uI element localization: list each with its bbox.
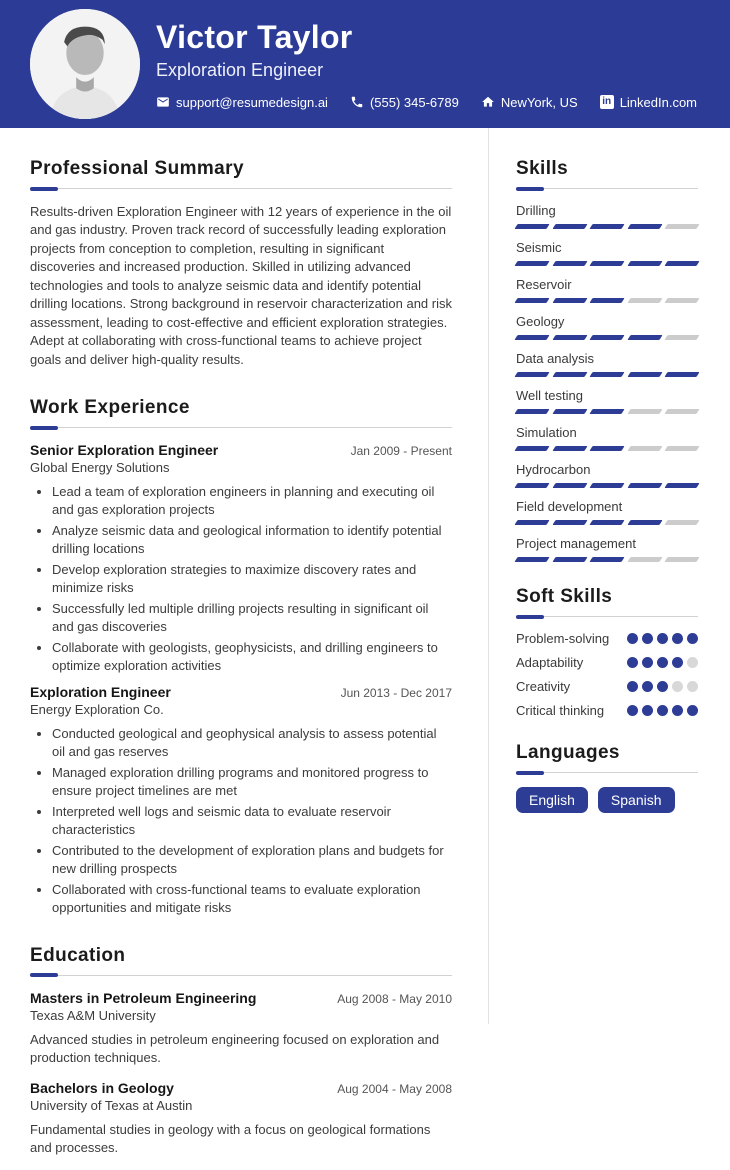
skill-bar-segment [627, 446, 662, 451]
edu-dates: Aug 2008 - May 2010 [337, 991, 452, 1006]
skills-section [516, 158, 698, 562]
soft-skill-label: Creativity [516, 679, 571, 694]
phone-icon [350, 95, 364, 109]
skill-bar-segment [627, 224, 662, 229]
soft-skill-row [516, 679, 698, 694]
job-company: Global Energy Solutions [30, 460, 170, 476]
edu-entry [30, 1080, 452, 1158]
job-bullet: • Develop exploration strategies to maximize discovery rates and minimize risks [52, 561, 452, 597]
soft-skills-section [516, 586, 698, 718]
language-pill[interactable]: English [516, 787, 588, 813]
dot [687, 681, 698, 692]
linkedin-icon: in [600, 95, 614, 109]
skill-bar-segment [665, 335, 700, 340]
dot [642, 705, 653, 716]
job-bullet: • Managed exploration drilling programs and monitored progress to ensure project timelines are met [52, 764, 452, 800]
job-role: Exploration Engineer [30, 684, 171, 701]
languages-heading: Languages [516, 742, 620, 763]
contact-text: support@resumedesign.ai [176, 94, 328, 110]
job-bullet: • Successfully led multiple drilling projects resulting in significant oil and gas discoveries [52, 600, 452, 636]
skill-label: Data analysis [516, 351, 595, 366]
edu-entry [30, 990, 452, 1068]
sidebar-column [516, 128, 698, 813]
skill-bar-segment [552, 520, 587, 525]
dot [672, 633, 683, 644]
skill-bar-segment [665, 409, 700, 414]
contact-linkedin[interactable] [600, 95, 697, 110]
skill-bar-segment [627, 372, 662, 377]
column-divider [488, 128, 489, 1024]
skill-label: Project management [516, 536, 636, 551]
skill-bar-segment [514, 298, 549, 303]
dot [657, 633, 668, 644]
soft-skills-list [516, 631, 698, 718]
skill-label: Drilling [516, 203, 556, 218]
avatar-photo [30, 9, 140, 119]
skill-bar [516, 335, 698, 340]
job-bullet: • Collaborated with cross-functional teams to evaluate exploration opportunities and mitigate risks [52, 881, 452, 917]
dot [672, 657, 683, 668]
dot [627, 705, 638, 716]
header-text [156, 19, 697, 110]
edu-header [30, 1080, 452, 1096]
dot [642, 657, 653, 668]
skill-bar [516, 446, 698, 451]
jobs-list [30, 442, 452, 917]
skill-bar-segment [590, 483, 625, 488]
header [0, 0, 730, 128]
contact-home[interactable] [481, 95, 578, 110]
dot [657, 657, 668, 668]
soft-skill-dots [627, 705, 698, 716]
languages-section [516, 742, 698, 813]
skill-bar-segment [514, 557, 549, 562]
job-bullet: • Lead a team of exploration engineers in planning and executing oil and gas exploration projects [52, 483, 452, 519]
skill-bar-segment [590, 224, 625, 229]
experience-section [30, 397, 452, 917]
skill-label: Seismic [516, 240, 562, 255]
skill-bar-segment [627, 409, 662, 414]
skill-bar-segment [514, 261, 549, 266]
contact-text: NewYork, US [500, 94, 578, 110]
heading-rule [516, 616, 698, 617]
soft-skill-row [516, 703, 698, 718]
skill-bar [516, 372, 698, 377]
skill-bar-segment [665, 298, 700, 303]
dot [672, 681, 683, 692]
job-company: Energy Exploration Co. [30, 702, 164, 718]
soft-skills-heading: Soft Skills [516, 586, 613, 607]
main-column [30, 128, 452, 1170]
skill-bar-segment [552, 557, 587, 562]
skill-row [516, 240, 698, 266]
dot [672, 705, 683, 716]
person-name: Victor Taylor [156, 18, 353, 55]
skill-bar-segment [665, 261, 700, 266]
skills-heading: Skills [516, 158, 569, 179]
skill-bar-segment [665, 446, 700, 451]
skill-bar [516, 483, 698, 488]
education-heading: Education [30, 944, 126, 966]
skill-bar-segment [590, 298, 625, 303]
skill-label: Well testing [516, 388, 583, 403]
heading-rule [30, 975, 452, 976]
skill-bar-segment [665, 557, 700, 562]
edu-degree: Masters in Petroleum Engineering [30, 989, 257, 1006]
skill-bar-segment [514, 483, 549, 488]
skill-bar-segment [590, 409, 625, 414]
skill-bar-segment [514, 335, 549, 340]
skill-bar [516, 298, 698, 303]
language-pill[interactable]: Spanish [598, 787, 675, 813]
dot [627, 633, 638, 644]
skill-bar-segment [552, 372, 587, 377]
skill-bar-segment [552, 446, 587, 451]
skill-bar-segment [552, 298, 587, 303]
email-icon [156, 95, 170, 109]
dot [687, 657, 698, 668]
job-bullet: • Analyze seismic data and geological information to identify potential drilling locations [52, 522, 452, 558]
skill-bar-segment [590, 557, 625, 562]
skill-bar-segment [552, 335, 587, 340]
skill-label: Field development [516, 499, 623, 514]
skill-bar-segment [627, 298, 662, 303]
skill-bar-segment [590, 520, 625, 525]
skill-bar-segment [627, 557, 662, 562]
dot [687, 705, 698, 716]
summary-heading: Professional Summary [30, 158, 244, 179]
skill-bar-segment [627, 261, 662, 266]
dot [657, 681, 668, 692]
dot [642, 633, 653, 644]
job-bullet: • Conducted geological and geophysical analysis to assess potential oil and gas reserves [52, 725, 452, 761]
skill-row [516, 499, 698, 525]
job-bullet: • Interpreted well logs and seismic data to evaluate reservoir characteristics [52, 803, 452, 839]
job-bullets [30, 483, 452, 674]
skill-bar-segment [514, 446, 549, 451]
skill-bar-segment [552, 409, 587, 414]
contact-text: LinkedIn.com [619, 94, 698, 110]
job-header [30, 442, 452, 458]
dot [627, 681, 638, 692]
skill-bar-segment [590, 261, 625, 266]
soft-skill-dots [627, 633, 698, 644]
edu-school: University of Texas at Austin [30, 1097, 193, 1113]
contact-email[interactable] [156, 95, 328, 110]
skill-row [516, 425, 698, 451]
soft-skill-row [516, 631, 698, 646]
skill-bar-segment [514, 520, 549, 525]
skill-bar-segment [665, 520, 700, 525]
education-list [30, 990, 452, 1158]
skill-bar-segment [552, 483, 587, 488]
skill-label: Reservoir [516, 277, 572, 292]
edu-header [30, 990, 452, 1006]
summary-section [30, 158, 452, 369]
dot [687, 633, 698, 644]
edu-description: Advanced studies in petroleum engineering focused on exploration and production techniques. [30, 1031, 440, 1066]
contact-phone[interactable] [350, 95, 459, 110]
job-dates: Jun 2013 - Dec 2017 [340, 686, 452, 701]
education-section [30, 945, 452, 1158]
skill-row [516, 462, 698, 488]
job-entry [30, 684, 452, 916]
contact-text: (555) 345-6789 [369, 94, 459, 110]
soft-skill-label: Problem-solving [516, 631, 610, 646]
heading-rule [30, 427, 452, 428]
contact-row [156, 95, 697, 110]
experience-heading: Work Experience [30, 397, 190, 419]
skill-label: Geology [516, 314, 565, 329]
skill-bar-segment [590, 335, 625, 340]
skill-bar-segment [665, 372, 700, 377]
person-title: Exploration Engineer [156, 59, 324, 80]
skill-bar-segment [514, 224, 549, 229]
heading-rule [30, 188, 452, 189]
home-icon [481, 95, 495, 109]
job-dates: Jan 2009 - Present [350, 444, 452, 459]
skill-bar-segment [627, 483, 662, 488]
skill-bar [516, 261, 698, 266]
skill-row [516, 314, 698, 340]
edu-description: Fundamental studies in geology with a focus on geological formations and processes. [30, 1121, 431, 1156]
skill-bar [516, 224, 698, 229]
job-role: Senior Exploration Engineer [30, 442, 219, 459]
job-bullets [30, 725, 452, 916]
skill-row [516, 536, 698, 562]
job-bullet: • Collaborate with geologists, geophysicists, and drilling engineers to optimize exploration activities [52, 639, 452, 675]
soft-skill-row [516, 655, 698, 670]
skill-bar-segment [590, 372, 625, 377]
skill-bar-segment [552, 261, 587, 266]
skills-list [516, 203, 698, 562]
soft-skill-label: Critical thinking [516, 703, 605, 718]
skill-bar-segment [590, 446, 625, 451]
skill-bar-segment [665, 224, 700, 229]
dot [657, 705, 668, 716]
skill-bar-segment [552, 224, 587, 229]
skill-bar [516, 409, 698, 414]
summary-text: Results-driven Exploration Engineer with 12 years of experience in the oil and gas industry. Proven track record of successfully leading exploration projects from conception to completion, resulting in significant discoveries and increased production. Skilled in utilizing advanced technologies and tools to analyze seismic data and identify potential drilling locations. Strong background in reservoir characterization and risk assessment, leading to cost-effective and efficient exploration strategies. Adept at collaborating with cross-functional teams to achieve project goals and deliver high-quality results. [30, 204, 452, 367]
skill-row [516, 203, 698, 229]
skill-label: Hydrocarbon [516, 462, 591, 477]
skill-row [516, 351, 698, 377]
dot [627, 657, 638, 668]
dot [642, 681, 653, 692]
skill-bar-segment [665, 483, 700, 488]
edu-school: Texas A&M University [30, 1007, 156, 1023]
heading-rule [516, 188, 698, 189]
skill-bar [516, 520, 698, 525]
job-entry [30, 442, 452, 674]
skill-bar-segment [627, 520, 662, 525]
skill-label: Simulation [516, 425, 577, 440]
heading-rule [516, 772, 698, 773]
skill-bar-segment [514, 372, 549, 377]
skill-bar [516, 557, 698, 562]
edu-degree: Bachelors in Geology [30, 1079, 174, 1096]
soft-skill-label: Adaptability [516, 655, 584, 670]
job-bullet: • Contributed to the development of exploration plans and budgets for new drilling prospects [52, 842, 452, 878]
soft-skill-dots [627, 657, 698, 668]
job-header [30, 684, 452, 700]
languages-list [516, 787, 698, 813]
skill-row [516, 388, 698, 414]
skill-bar-segment [627, 335, 662, 340]
skill-row [516, 277, 698, 303]
edu-dates: Aug 2004 - May 2008 [337, 1081, 452, 1096]
soft-skill-dots [627, 681, 698, 692]
skill-bar-segment [514, 409, 549, 414]
avatar [30, 9, 140, 119]
